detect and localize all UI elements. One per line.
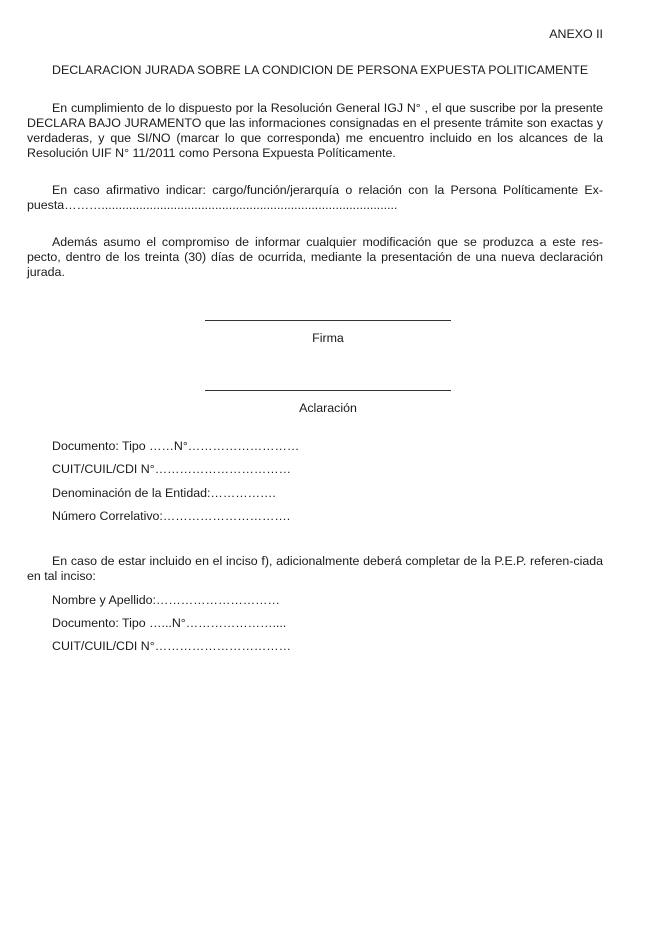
field-cuit: CUIT/CUIL/CDI N°……………………………	[52, 462, 292, 476]
paragraph-inciso-f: En caso de estar incluido en el inciso f), adicionalmente deberá completar de la P.E.P. referen-ciada en tal inciso:	[27, 554, 603, 583]
annex-label: ANEXO II	[549, 27, 603, 41]
field-documento: Documento: Tipo ……N°………………………	[52, 439, 300, 453]
field-nombre: Nombre y Apellido:…………………………	[52, 593, 280, 607]
paragraph-commitment: Además asumo el compromiso de informar cualquier modificación que se produzca a este res-pecto, dentro de los treinta (30) días de ocurrida, mediante la presentación de una nueva declaración jurada.	[27, 235, 603, 279]
field-cuit-pep: CUIT/CUIL/CDI N°……………………………	[52, 639, 292, 653]
paragraph-affirmative: En caso afirmativo indicar: cargo/función/jerarquía o relación con la Persona Políticamente Ex-puesta………......................................................................................	[27, 183, 603, 212]
signature-line	[205, 320, 451, 321]
document-title: DECLARACION JURADA SOBRE LA CONDICION DE PERSONA EXPUESTA POLITICAMENTE	[52, 63, 589, 77]
field-correlativo: Número Correlativo:………………………….	[52, 509, 291, 523]
signature-label: Firma	[312, 331, 344, 345]
clarification-label: Aclaración	[299, 401, 357, 415]
field-denominacion: Denominación de la Entidad:…………….	[52, 486, 276, 500]
clarification-line	[205, 390, 451, 391]
field-documento-pep: Documento: Tipo …...N°…………………....	[52, 616, 287, 630]
paragraph-declaration: En cumplimiento de lo dispuesto por la Resolución General IGJ N° , el que suscribe por la presente DECLARA BAJO JURAMENTO que las informaciones consignadas en el presente trámite son exactas y verdaderas, y que SI/NO (marcar lo que corresponda) me encuentro incluido en los alcances de la Resolución UIF N° 11/2011 como Persona Expuesta Políticamente.	[27, 101, 603, 160]
